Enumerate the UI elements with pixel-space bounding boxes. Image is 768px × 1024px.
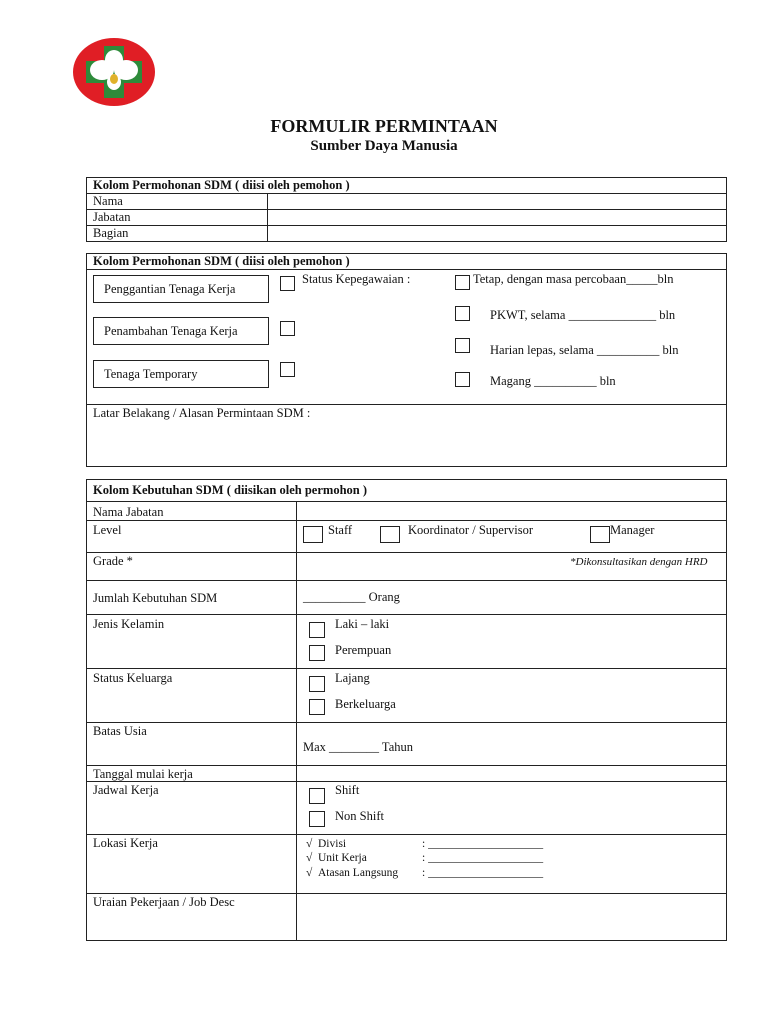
checkbox-penggantian[interactable] — [280, 276, 295, 291]
checkbox-tetap[interactable] — [455, 275, 470, 290]
form-subtitle: Sumber Daya Manusia — [310, 138, 458, 154]
checkbox-penambahan[interactable] — [280, 321, 295, 336]
lokasi-item-unit-kerja: Unit Kerja — [318, 852, 367, 864]
lokasi-item-atasan: Atasan Langsung — [318, 867, 399, 879]
checkbox-staff[interactable] — [303, 526, 323, 543]
check-mark-icon: √ — [306, 838, 313, 850]
field-label-bagian: Bagian — [93, 226, 129, 240]
section-heading: Kolom Permohonan SDM ( diisi oleh pemohon ) — [93, 178, 350, 192]
option-temporary: Tenaga Temporary — [93, 360, 269, 388]
checkbox-perempuan[interactable] — [309, 645, 325, 661]
family-option-lajang: Lajang — [335, 671, 370, 685]
lokasi-item-divisi: Divisi — [318, 838, 347, 850]
bagian-input[interactable] — [268, 226, 726, 241]
checkbox-lajang[interactable] — [309, 676, 325, 692]
checkbox-laki-laki[interactable] — [309, 622, 325, 638]
form-title: FORMULIR PERMINTAAN — [270, 116, 498, 136]
status-kepegawaian-label: Status Kepegawaian : — [302, 272, 411, 286]
lokasi-blank-atasan[interactable]: : ____________________ — [422, 867, 544, 879]
section-heading: Kolom Kebutuhan SDM ( diisikan oleh permohon ) — [93, 483, 368, 497]
check-mark-icon: √ — [306, 867, 313, 879]
schedule-option-non-shift: Non Shift — [335, 809, 384, 823]
checkbox-shift[interactable] — [309, 788, 325, 804]
field-label-status-keluarga: Status Keluarga — [93, 671, 173, 685]
grade-note: *Dikonsultasikan dengan HRD — [570, 556, 708, 568]
level-option-manager: Manager — [610, 523, 655, 537]
gender-option-perempuan: Perempuan — [335, 643, 392, 657]
status-option-pkwt: PKWT, selama ______________ bln — [490, 308, 676, 322]
checkbox-non-shift[interactable] — [309, 811, 325, 827]
field-label-jenis-kelamin: Jenis Kelamin — [93, 617, 165, 631]
status-option-tetap: Tetap, dengan masa percobaan_____bln — [473, 272, 674, 286]
checkbox-pkwt[interactable] — [455, 306, 470, 321]
level-option-koordinator: Koordinator / Supervisor — [408, 523, 533, 537]
reason-input[interactable] — [93, 422, 723, 464]
status-option-harian: Harian lepas, selama __________ bln — [490, 343, 679, 357]
field-label-nama-jabatan: Nama Jabatan — [93, 505, 164, 519]
status-option-magang: Magang __________ bln — [490, 374, 616, 388]
field-label-uraian: Uraian Pekerjaan / Job Desc — [93, 895, 235, 909]
schedule-option-shift: Shift — [335, 783, 360, 797]
option-penambahan: Penambahan Tenaga Kerja — [93, 317, 269, 345]
nama-jabatan-input[interactable] — [298, 502, 725, 519]
checkbox-temporary[interactable] — [280, 362, 295, 377]
lokasi-blank-unit-kerja[interactable]: : ____________________ — [422, 852, 544, 864]
field-label-lokasi: Lokasi Kerja — [93, 836, 158, 850]
check-mark-icon: √ — [306, 852, 313, 864]
nama-input[interactable] — [268, 194, 726, 209]
organization-logo — [72, 37, 156, 107]
field-label-grade: Grade * — [93, 554, 133, 568]
level-option-staff: Staff — [328, 523, 353, 537]
batas-usia-value[interactable]: Max ________ Tahun — [303, 740, 413, 754]
field-label-level: Level — [93, 523, 122, 537]
tanggal-input[interactable] — [298, 766, 725, 780]
jumlah-value[interactable]: __________ Orang — [303, 590, 400, 604]
lokasi-blank-divisi[interactable]: : ____________________ — [422, 838, 544, 850]
reason-label: Latar Belakang / Alasan Permintaan SDM : — [93, 406, 311, 420]
checkbox-magang[interactable] — [455, 372, 470, 387]
option-penggantian: Penggantian Tenaga Kerja — [93, 275, 269, 303]
checkbox-berkeluarga[interactable] — [309, 699, 325, 715]
field-label-jumlah: Jumlah Kebutuhan SDM — [93, 591, 218, 605]
family-option-berkeluarga: Berkeluarga — [335, 697, 396, 711]
field-label-batas-usia: Batas Usia — [93, 724, 147, 738]
field-label-jabatan: Jabatan — [93, 210, 131, 224]
checkbox-koordinator[interactable] — [380, 526, 400, 543]
section-heading: Kolom Permohonan SDM ( diisi oleh pemohon ) — [93, 254, 350, 268]
checkbox-manager[interactable] — [590, 526, 610, 543]
jabatan-input[interactable] — [268, 210, 726, 225]
field-label-nama: Nama — [93, 194, 123, 208]
field-label-jadwal: Jadwal Kerja — [93, 783, 159, 797]
gender-option-laki-laki: Laki – laki — [335, 617, 390, 631]
field-label-tanggal: Tanggal mulai kerja — [93, 767, 193, 781]
checkbox-harian[interactable] — [455, 338, 470, 353]
uraian-input[interactable] — [298, 895, 725, 939]
